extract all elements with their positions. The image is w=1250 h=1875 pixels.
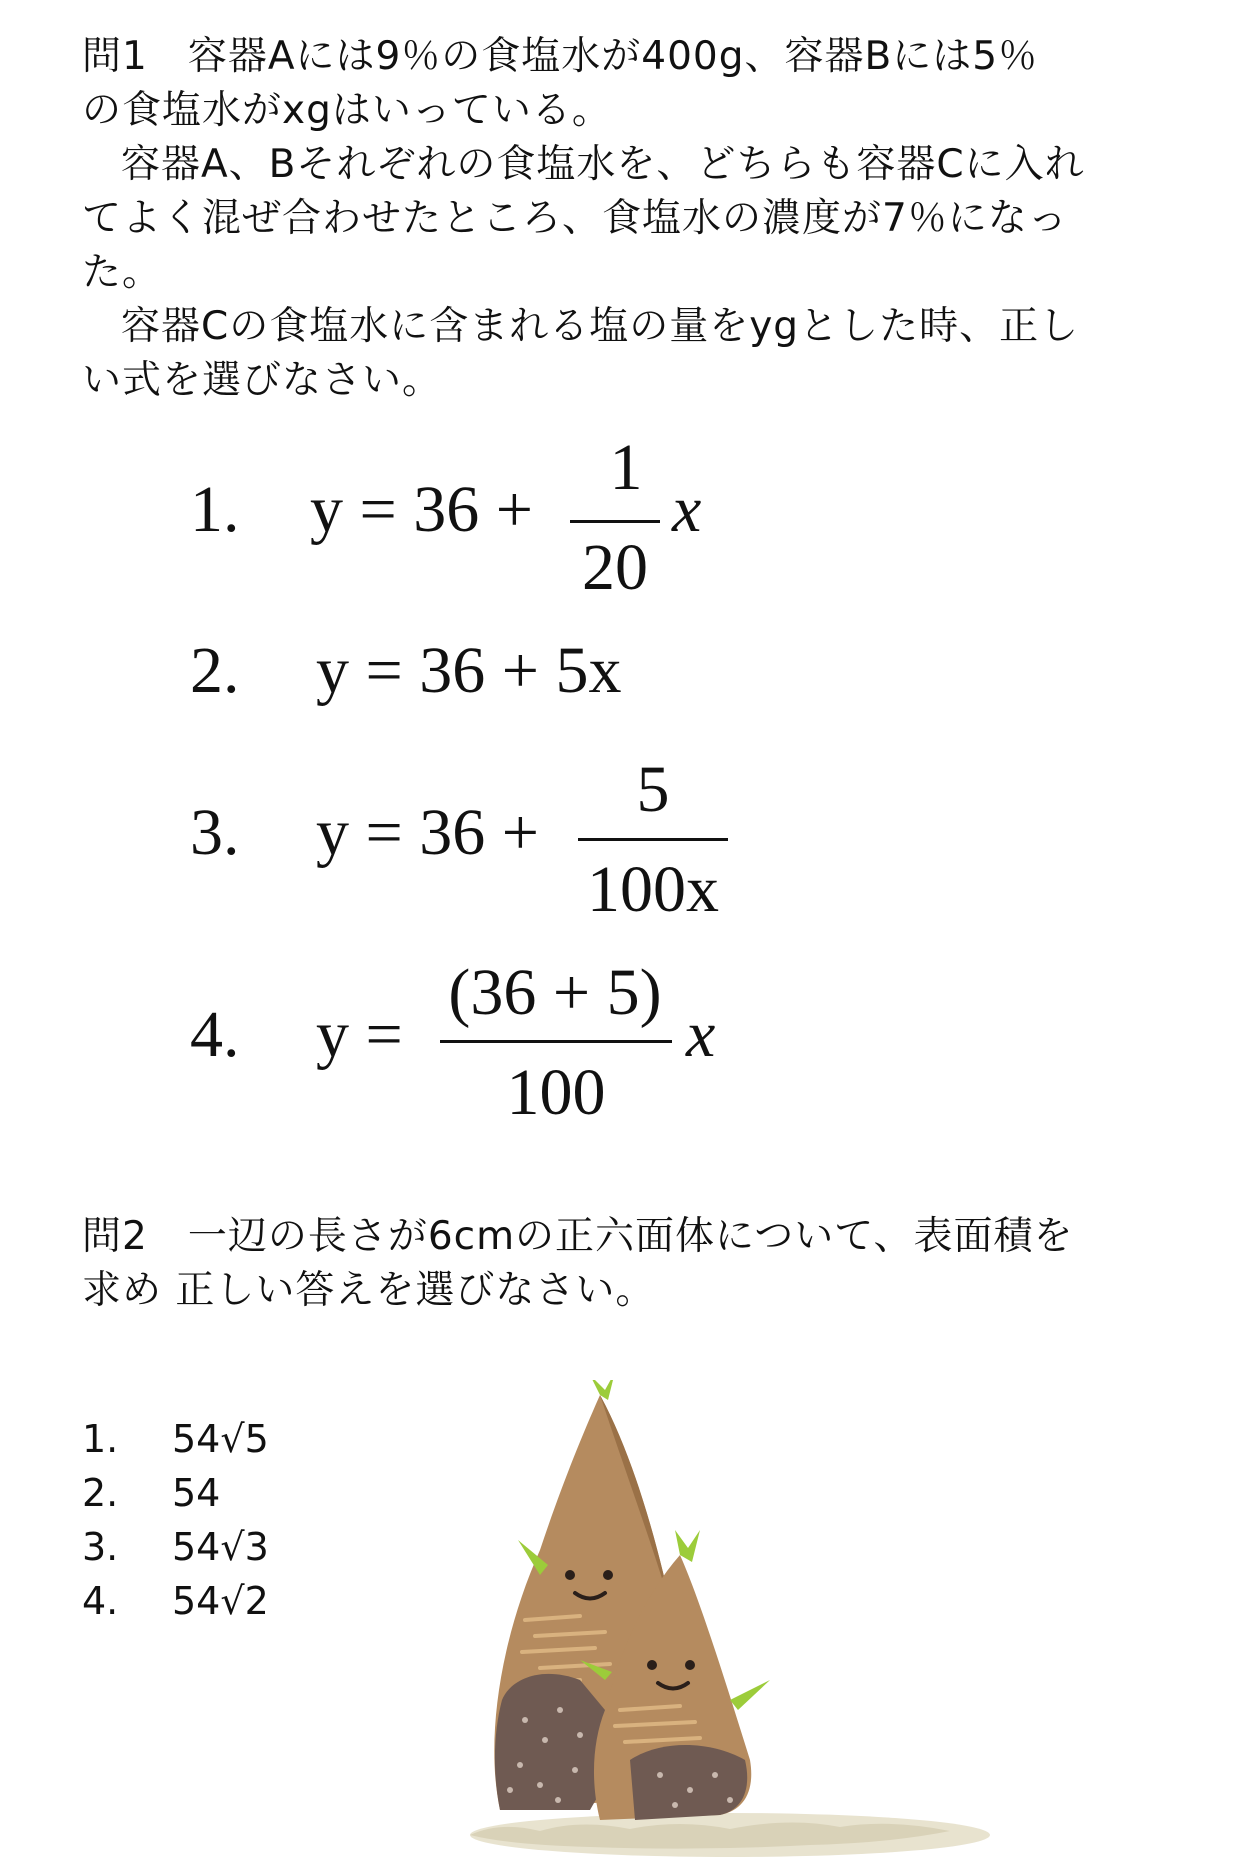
option-number: 2. bbox=[82, 1471, 119, 1515]
fraction-denominator: 20 bbox=[582, 531, 648, 604]
option-number: 4. bbox=[190, 998, 240, 1071]
equation-lhs: y = bbox=[316, 998, 403, 1071]
variable-x: x bbox=[686, 998, 716, 1071]
question-2-options bbox=[82, 1412, 269, 1628]
option-number: 1. bbox=[82, 1417, 119, 1461]
q2-option-3[interactable] bbox=[82, 1520, 269, 1574]
fraction-numerator: 1 bbox=[609, 431, 643, 504]
option-value: 54√2 bbox=[172, 1579, 269, 1623]
fraction-denominator: 100 bbox=[506, 1056, 606, 1129]
fraction-bar bbox=[578, 838, 728, 841]
q2-option-2[interactable] bbox=[82, 1466, 269, 1520]
q1-line: 問1 容器Aには9％の食塩水が400g、容器Bには5％ bbox=[82, 34, 1039, 79]
fraction-denominator: 100x bbox=[587, 853, 719, 926]
bamboo-shoot-illustration bbox=[430, 1380, 1000, 1870]
q1-line: た。 bbox=[82, 250, 163, 295]
equation-lhs: y = 36 + bbox=[310, 473, 533, 546]
fraction-bar bbox=[570, 520, 660, 523]
q2-line: 求め 正しい答えを選びなさい。 bbox=[82, 1268, 656, 1313]
q2-option-4[interactable] bbox=[82, 1574, 269, 1628]
q1-line: 容器A、Bそれぞれの食塩水を、どちらも容器Cに入れ bbox=[121, 142, 1085, 187]
option-number: 3. bbox=[82, 1525, 119, 1569]
fraction-bar bbox=[440, 1040, 672, 1043]
q1-line: 容器Cの食塩水に含まれる塩の量をygとした時、正し bbox=[121, 304, 1080, 349]
option-number: 4. bbox=[82, 1579, 119, 1623]
variable-x: x bbox=[672, 473, 702, 546]
equation: y = 36 + 5x bbox=[316, 634, 622, 707]
question-1-text bbox=[82, 30, 1172, 408]
option-number: 2. bbox=[190, 634, 240, 707]
option-value: 54√3 bbox=[172, 1525, 269, 1569]
option-value: 54 bbox=[172, 1471, 221, 1515]
q1-line: い式を選びなさい。 bbox=[82, 358, 443, 403]
q2-option-1[interactable] bbox=[82, 1412, 269, 1466]
option-number: 3. bbox=[190, 796, 240, 869]
q1-line: てよく混ぜ合わせたところ、食塩水の濃度が7％になっ bbox=[82, 196, 1068, 241]
fraction-numerator: 5 bbox=[636, 753, 670, 826]
option-value: 54√5 bbox=[172, 1417, 269, 1461]
fraction-numerator: (36 + 5) bbox=[448, 956, 662, 1029]
option-number: 1. bbox=[190, 473, 240, 546]
q2-line: 問2 一辺の長さが6cmの正六面体について、表面積を bbox=[82, 1214, 1074, 1259]
q1-line: の食塩水がxgはいっている。 bbox=[82, 88, 612, 133]
question-2-text bbox=[82, 1210, 1172, 1318]
equation-lhs: y = 36 + bbox=[316, 796, 539, 869]
